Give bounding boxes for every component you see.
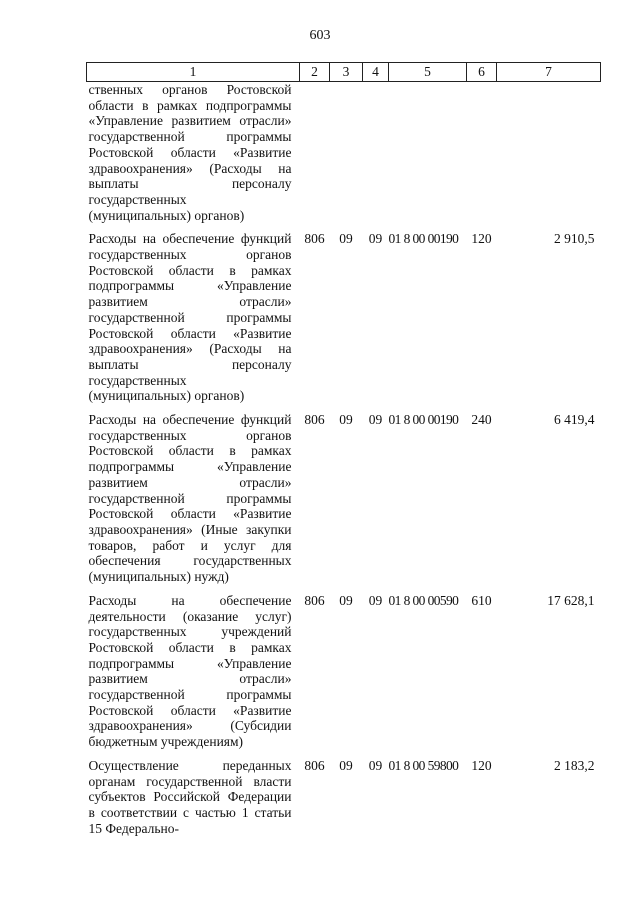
row-ministry: 806 — [304, 757, 325, 773]
header-cell-2: 2 — [300, 63, 330, 82]
header-cell-5: 5 — [389, 63, 467, 82]
row-target-code: 01 8 00 00590 — [388, 592, 459, 608]
row-amount: 2 183,2 — [554, 757, 595, 773]
row-expense-type — [467, 82, 497, 228]
row-subsection: 09 — [368, 231, 383, 247]
row-description: Осуществление переданных органам государственной власти субъектов Российской Федерации в соответствии с частью 1 статьи 15 Федерально- — [88, 757, 292, 836]
row-expense-type: 240 — [471, 412, 492, 428]
row-section: 09 — [339, 231, 353, 247]
row-target-code: 01 8 00 00190 — [388, 412, 459, 428]
row-expense-type: 120 — [471, 231, 492, 247]
row-amount: 17 628,1 — [547, 592, 595, 608]
row-amount — [497, 82, 601, 228]
row-amount: 2 910,5 — [554, 231, 595, 247]
header-cell-1: 1 — [87, 63, 300, 82]
table-row — [87, 589, 601, 754]
row-description: Расходы на обеспечение деятельности (оказание услуг) государственных учреждений Ростовской области в рамках подпрограммы «Управление развитием отрасли» государственной программы Ростовской области «Развитие здравоохранения» (Субсидии бюджетным учреждениям) — [88, 592, 292, 750]
row-amount: 6 419,4 — [554, 412, 595, 428]
table-row — [87, 227, 601, 408]
row-ministry: 806 — [304, 592, 325, 608]
row-target-code: 01 8 00 00190 — [388, 231, 459, 247]
row-subsection: 09 — [368, 757, 383, 773]
row-section: 09 — [339, 412, 353, 428]
table-row — [87, 82, 601, 228]
header-cell-6: 6 — [467, 63, 497, 82]
table-row — [87, 754, 601, 841]
row-ministry — [300, 82, 330, 228]
row-ministry: 806 — [304, 412, 325, 428]
row-section: 09 — [339, 757, 353, 773]
row-section — [330, 82, 363, 228]
header-cell-4: 4 — [363, 63, 389, 82]
row-description: ственных органов Ростовской области в рамках подпрограммы «Управление развитием отрасли» государственной программы Ростовской области «Развитие здравоохранения» (Расходы на выплаты персоналу государственных (муниципальных) органов) — [88, 82, 292, 223]
table-row — [87, 408, 601, 589]
row-target-code: 01 8 00 59800 — [388, 757, 459, 773]
row-expense-type: 610 — [471, 592, 492, 608]
header-cell-7: 7 — [497, 63, 601, 82]
row-description: Расходы на обеспечение функций государственных органов Ростовской области в рамках подпрограммы «Управление развитием отрасли» государственной программы Ростовской области «Развитие здравоохранения» (Иные закупки товаров, работ и услуг для обеспечения государственных (муниципальных) нужд) — [88, 412, 292, 585]
row-ministry: 806 — [304, 231, 325, 247]
row-target-code — [389, 82, 467, 228]
row-description: Расходы на обеспечение функций государственных органов Ростовской области в рамках подпрограммы «Управление развитием отрасли» государственной программы Ростовской области «Развитие здравоохранения» (Расходы на выплаты персоналу государственных (муниципальных) органов) — [88, 231, 292, 404]
header-row — [87, 63, 601, 82]
row-expense-type: 120 — [471, 757, 492, 773]
header-cell-3: 3 — [330, 63, 363, 82]
row-subsection: 09 — [368, 592, 383, 608]
row-subsection — [363, 82, 389, 228]
budget-table — [86, 62, 601, 840]
page-number: 603 — [309, 28, 331, 43]
row-section: 09 — [339, 592, 353, 608]
row-subsection: 09 — [368, 412, 383, 428]
